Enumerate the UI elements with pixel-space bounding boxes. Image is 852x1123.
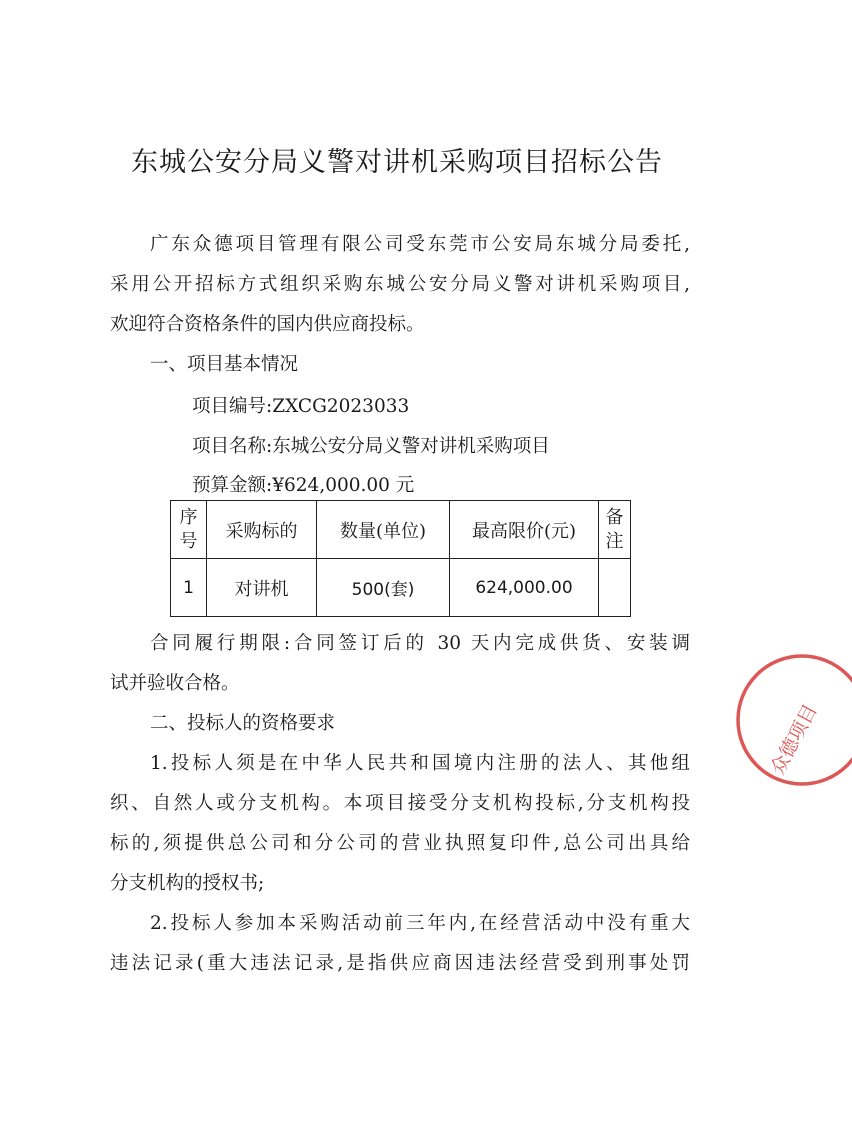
header-quantity: 数量(单位) — [317, 501, 450, 559]
table-row — [171, 559, 631, 617]
requirement-1-line: 1.投标人须是在中华人民共和国境内注册的法人、其他组 — [150, 753, 690, 774]
cell-max-price: 624,000.00 — [450, 559, 599, 617]
header-seq-line2: 号 — [179, 530, 198, 552]
contract-period-line: 合同履行期限:合同签订后的 30 天内完成供货、安装调 — [150, 633, 690, 654]
contract-period-line: 试并验收合格。 — [110, 673, 240, 694]
header-seq — [171, 501, 207, 559]
cell-seq: 1 — [171, 559, 207, 617]
requirement-1-line: 分支机构的授权书; — [110, 873, 265, 894]
intro-line: 广东众德项目管理有限公司受东莞市公安局东城分局委托, — [150, 234, 690, 255]
header-remark-line1: 备 — [605, 506, 624, 528]
company-seal-stamp — [732, 650, 852, 790]
section-heading-qualifications: 二、投标人的资格要求 — [150, 713, 336, 734]
section-heading-basic-info: 一、项目基本情况 — [150, 354, 299, 375]
header-remark — [599, 501, 631, 559]
procurement-table — [170, 500, 631, 617]
intro-line: 欢迎符合资格条件的国内供应商投标。 — [110, 314, 425, 335]
cell-item: 对讲机 — [207, 559, 317, 617]
cell-quantity: 500(套) — [317, 559, 450, 617]
requirement-1-line: 织、自然人或分支机构。本项目接受分支机构投标,分支机构投 — [110, 793, 690, 814]
requirement-1-line: 标的,须提供总公司和分公司的营业执照复印件,总公司出具给 — [110, 833, 690, 854]
header-max-price: 最高限价(元) — [450, 501, 599, 559]
table-header-row — [171, 501, 631, 559]
cell-remark — [599, 559, 631, 617]
header-remark-line2: 注 — [605, 530, 624, 552]
header-seq-line1: 序 — [179, 506, 198, 528]
project-code: 项目编号:ZXCG2023033 — [192, 396, 410, 417]
requirement-2-line: 2.投标人参加本采购活动前三年内,在经营活动中没有重大 — [150, 913, 690, 934]
intro-line: 采用公开招标方式组织采购东城公安分局义警对讲机采购项目, — [110, 274, 690, 295]
project-name: 项目名称:东城公安分局义警对讲机采购项目 — [192, 436, 550, 457]
requirement-2-line: 违法记录(重大违法记录,是指供应商因违法经营受到刑事处罚 — [110, 953, 690, 974]
svg-text:众德项目: 众德项目 — [766, 700, 822, 779]
page-title: 东城公安分局义警对讲机采购项目招标公告 — [131, 147, 663, 178]
header-item: 采购标的 — [207, 501, 317, 559]
budget-amount: 预算金额:¥624,000.00 元 — [192, 475, 415, 496]
